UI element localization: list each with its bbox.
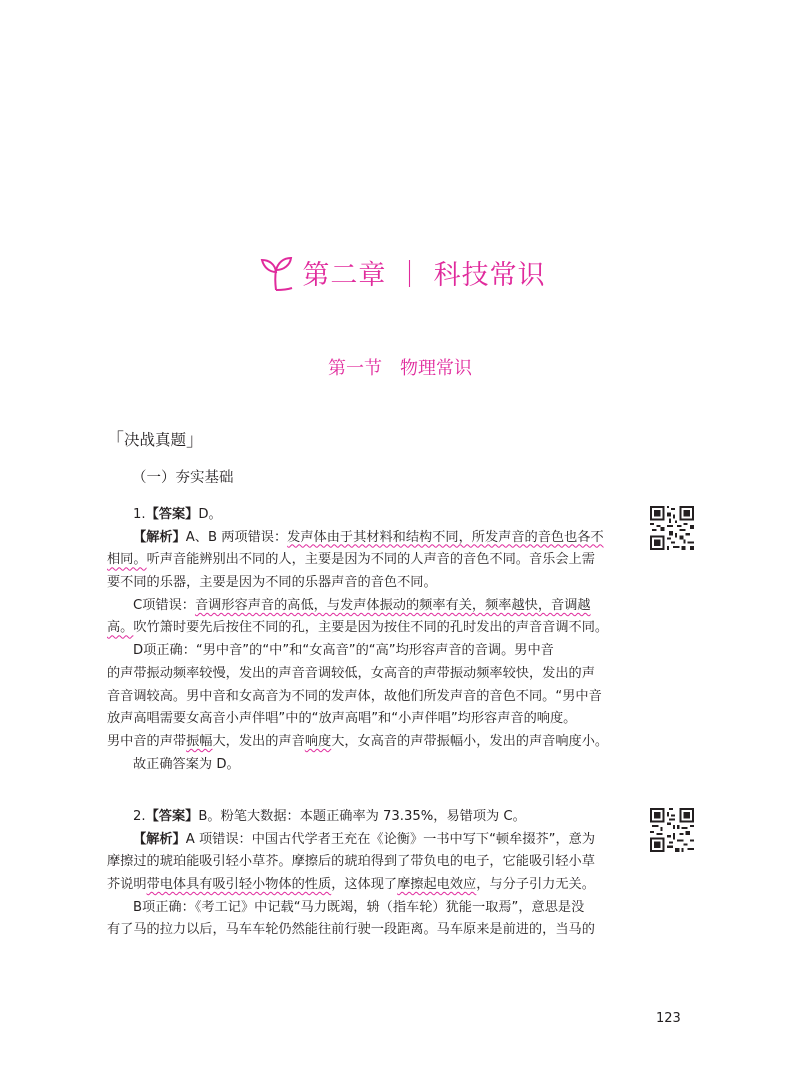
key-point-underline: 带电体具有吸引轻小物体的性质: [146, 877, 332, 893]
qr-code-icon[interactable]: [650, 506, 694, 550]
text-line: C项错误：音调形容声音的高低，与发声体振动的频率有关，频率越快，音调越: [133, 597, 591, 613]
text-line: 有了马的拉力以后，马车车轮仍然能往前行驶一段距离。马车原来是前进的，当马的: [107, 922, 595, 938]
text-line: 相同。听声音能辨别出不同的人，主要是因为不同的人声音的音色不同。音乐会上需: [107, 552, 595, 568]
key-point-underline: 音调形容声音的高低，与发声体振动的频率有关，频率越快，音调越: [194, 597, 591, 613]
page-number: 123: [656, 1011, 681, 1026]
question-2: [107, 806, 625, 942]
close-bracket: 」: [186, 430, 205, 451]
q2-analysis-line: 【解析】A 项错误：中国古代学者王充在《论衡》一书中写下“顿牟掇芥”，意为: [133, 831, 596, 847]
key-point-underline: 相同。: [107, 552, 147, 568]
block-heading: [106, 426, 204, 452]
answer-tag: 【答案】: [145, 809, 199, 824]
open-bracket: 「: [106, 430, 124, 451]
q1-analysis-line: 【解析】A、B 两项错误：发声体由于其材料和结构不同，所发声音的音色也各不: [133, 529, 604, 545]
block-heading-label: 决战真题: [124, 431, 187, 449]
qr-code-icon[interactable]: [650, 808, 694, 852]
sprout-icon: [254, 250, 298, 294]
text-line: 男中音的声带振幅大，发出的声音响度大，女高音的声带振幅小，发出的声音响度小。: [107, 733, 609, 749]
key-point-underline: 摩擦起电效应: [397, 877, 477, 893]
analysis-tag: 【解析】: [133, 831, 186, 847]
text-line: B项正确：《考工记》中记载“马力既竭，辀（指车轮）犹能一取焉”，意思是没: [133, 899, 585, 915]
q1-answer-line: 1.【答案】D。: [133, 507, 222, 522]
question-1: [107, 504, 625, 776]
text-line: 故正确答案为 D。: [133, 756, 240, 772]
key-point-underline: 发声体由于其材料和结构不同，所发声音的音色也各不: [287, 529, 604, 545]
section-title: 第一节 物理常识: [328, 358, 472, 379]
text-line: 要不同的乐器，主要是因为不同的乐器声音的音色不同。: [107, 575, 437, 591]
text-line: 的声带振动频率较慢，发出的声音音调较低，女高音的声带振动频率较快，发出的声: [107, 665, 595, 681]
text-line: 高。吹竹箫时要先后按住不同的孔，主要是因为按住不同的孔时发出的声音音调不同。: [107, 620, 609, 636]
analysis-tag: 【解析】: [133, 529, 186, 545]
q2-answer-line: 2.【答案】B。粉笔大数据：本题正确率为 73.35%，易错项为 C。: [133, 809, 526, 824]
chapter-heading: [0, 250, 800, 294]
text-line: 摩擦过的琥珀能吸引轻小草芥。摩擦后的琥珀得到了带负电的电子，它能吸引轻小草: [107, 854, 595, 870]
key-point-underline: 振幅: [186, 733, 213, 749]
text-line: 放声高唱需要女高音小声伴唱”中的“放声高唱”和“小声伴唱”均形容声音的响度。: [107, 711, 577, 727]
text-line: 芥说明带电体具有吸引轻小物体的性质，这体现了摩擦起电效应，与分子引力无关。: [107, 877, 595, 893]
chapter-title: 第二章 ｜ 科技常识: [302, 259, 546, 291]
key-point-underline: 高。: [107, 620, 134, 636]
text-line: 音音调较高。男中音和女高音为不同的发声体，故他们所发声音的音色不同。“男中音: [107, 688, 602, 704]
text-line: D项正确：“男中音”的“中”和“女高音”的“高”均形容声音的音调。男中音: [133, 643, 554, 659]
key-point-underline: 响度: [304, 733, 332, 749]
subheading: （一）夯实基础: [132, 470, 234, 486]
answer-tag: 【答案】: [145, 507, 199, 522]
